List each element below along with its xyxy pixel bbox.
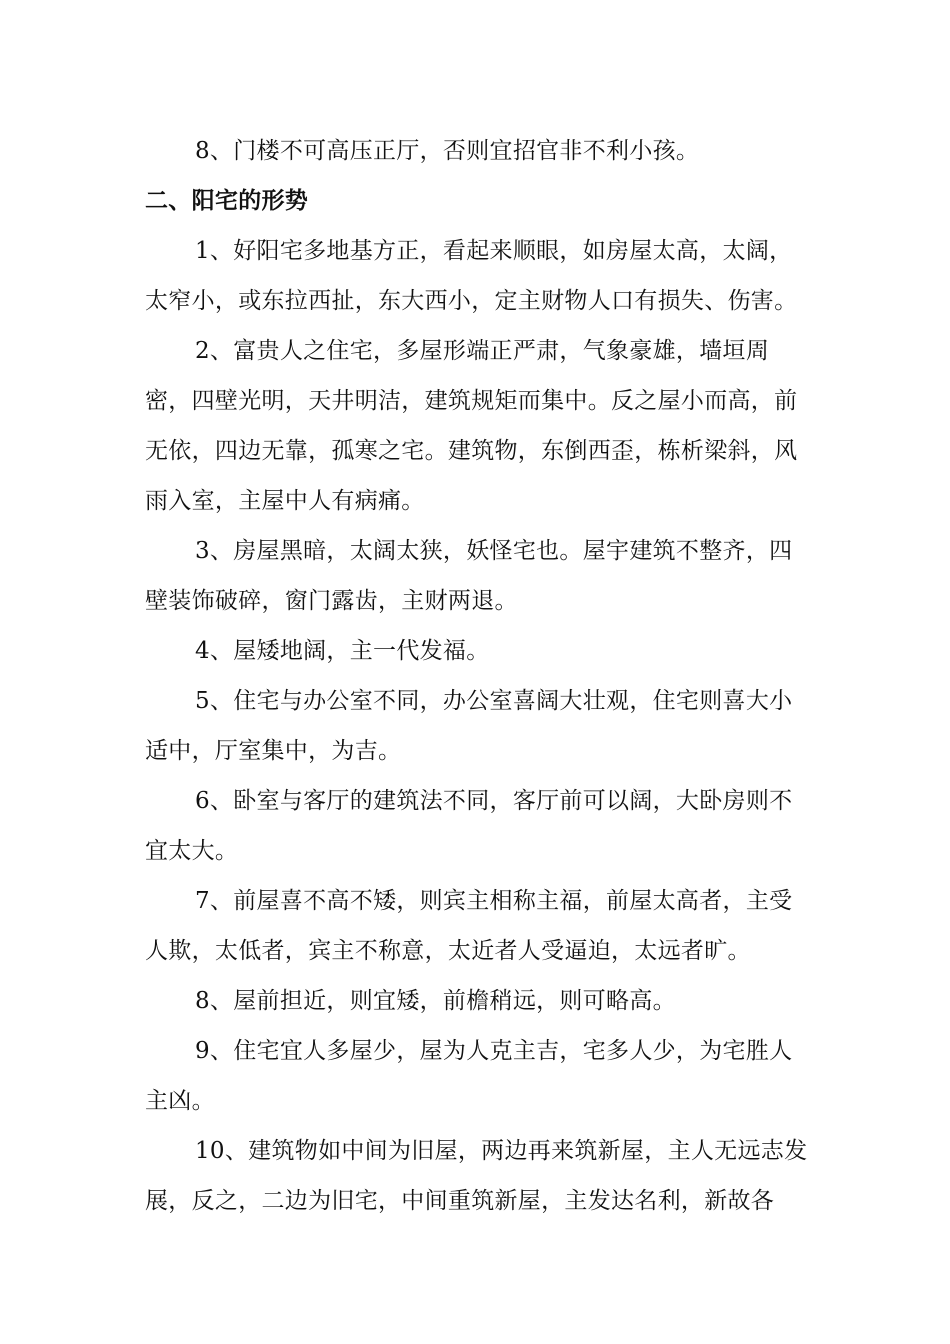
paragraph-gate-tower-rule: 8、门楼不可高压正厅，否则宜招官非不利小孩。 bbox=[195, 138, 700, 164]
paragraph-rule-5: 5、住宅与办公室不同，办公室喜阔大壮观，住宅则喜大小适中，厅室集中，为吉。 bbox=[145, 688, 793, 764]
paragraph-rule-7: 7、前屋喜不高不矮，则宾主相称主福，前屋太高者，主受人欺，太低者，宾主不称意，太近者人受逼迫，太远者旷。 bbox=[145, 888, 793, 964]
paragraph-rule-3: 3、房屋黑暗，太阔太狭，妖怪宅也。屋宇建筑不整齐，四壁装饰破碎，窗门露齿，主财两退。 bbox=[145, 538, 793, 614]
section-heading-yang-house-form: 二、阳宅的形势 bbox=[145, 188, 309, 214]
paragraph-rule-9: 9、住宅宜人多屋少，屋为人克主吉，宅多人少，为宅胜人主凶。 bbox=[145, 1038, 793, 1114]
document-body bbox=[145, 126, 810, 1226]
paragraph-rule-6: 6、卧室与客厅的建筑法不同，客厅前可以阔，大卧房则不宜太大。 bbox=[145, 788, 793, 864]
paragraph-rule-2: 2、富贵人之住宅，多屋形端正严肃，气象豪雄，墙垣周密，四壁光明，天井明洁，建筑规矩而集中。反之屋小而高，前无依，四边无靠，孤寒之宅。建筑物，东倒西歪，栋析梁斜，风雨入室，主屋中人有病痛。 bbox=[145, 338, 798, 514]
paragraph-rule-8: 8、屋前担近，则宜矮，前檐稍远，则可略高。 bbox=[195, 988, 676, 1014]
paragraph-rule-10: 10、建筑物如中间为旧屋，两边再来筑新屋，主人无远志发展，反之，二边为旧宅，中间重筑新屋，主发达名利，新故各 bbox=[145, 1138, 808, 1214]
paragraph-rule-1: 1、好阳宅多地基方正，看起来顺眼，如房屋太高，太阔，太窄小，或东拉西扯，东大西小，定主财物人口有损失、伤害。 bbox=[145, 238, 798, 314]
paragraph-rule-4: 4、屋矮地阔，主一代发福。 bbox=[195, 638, 490, 664]
